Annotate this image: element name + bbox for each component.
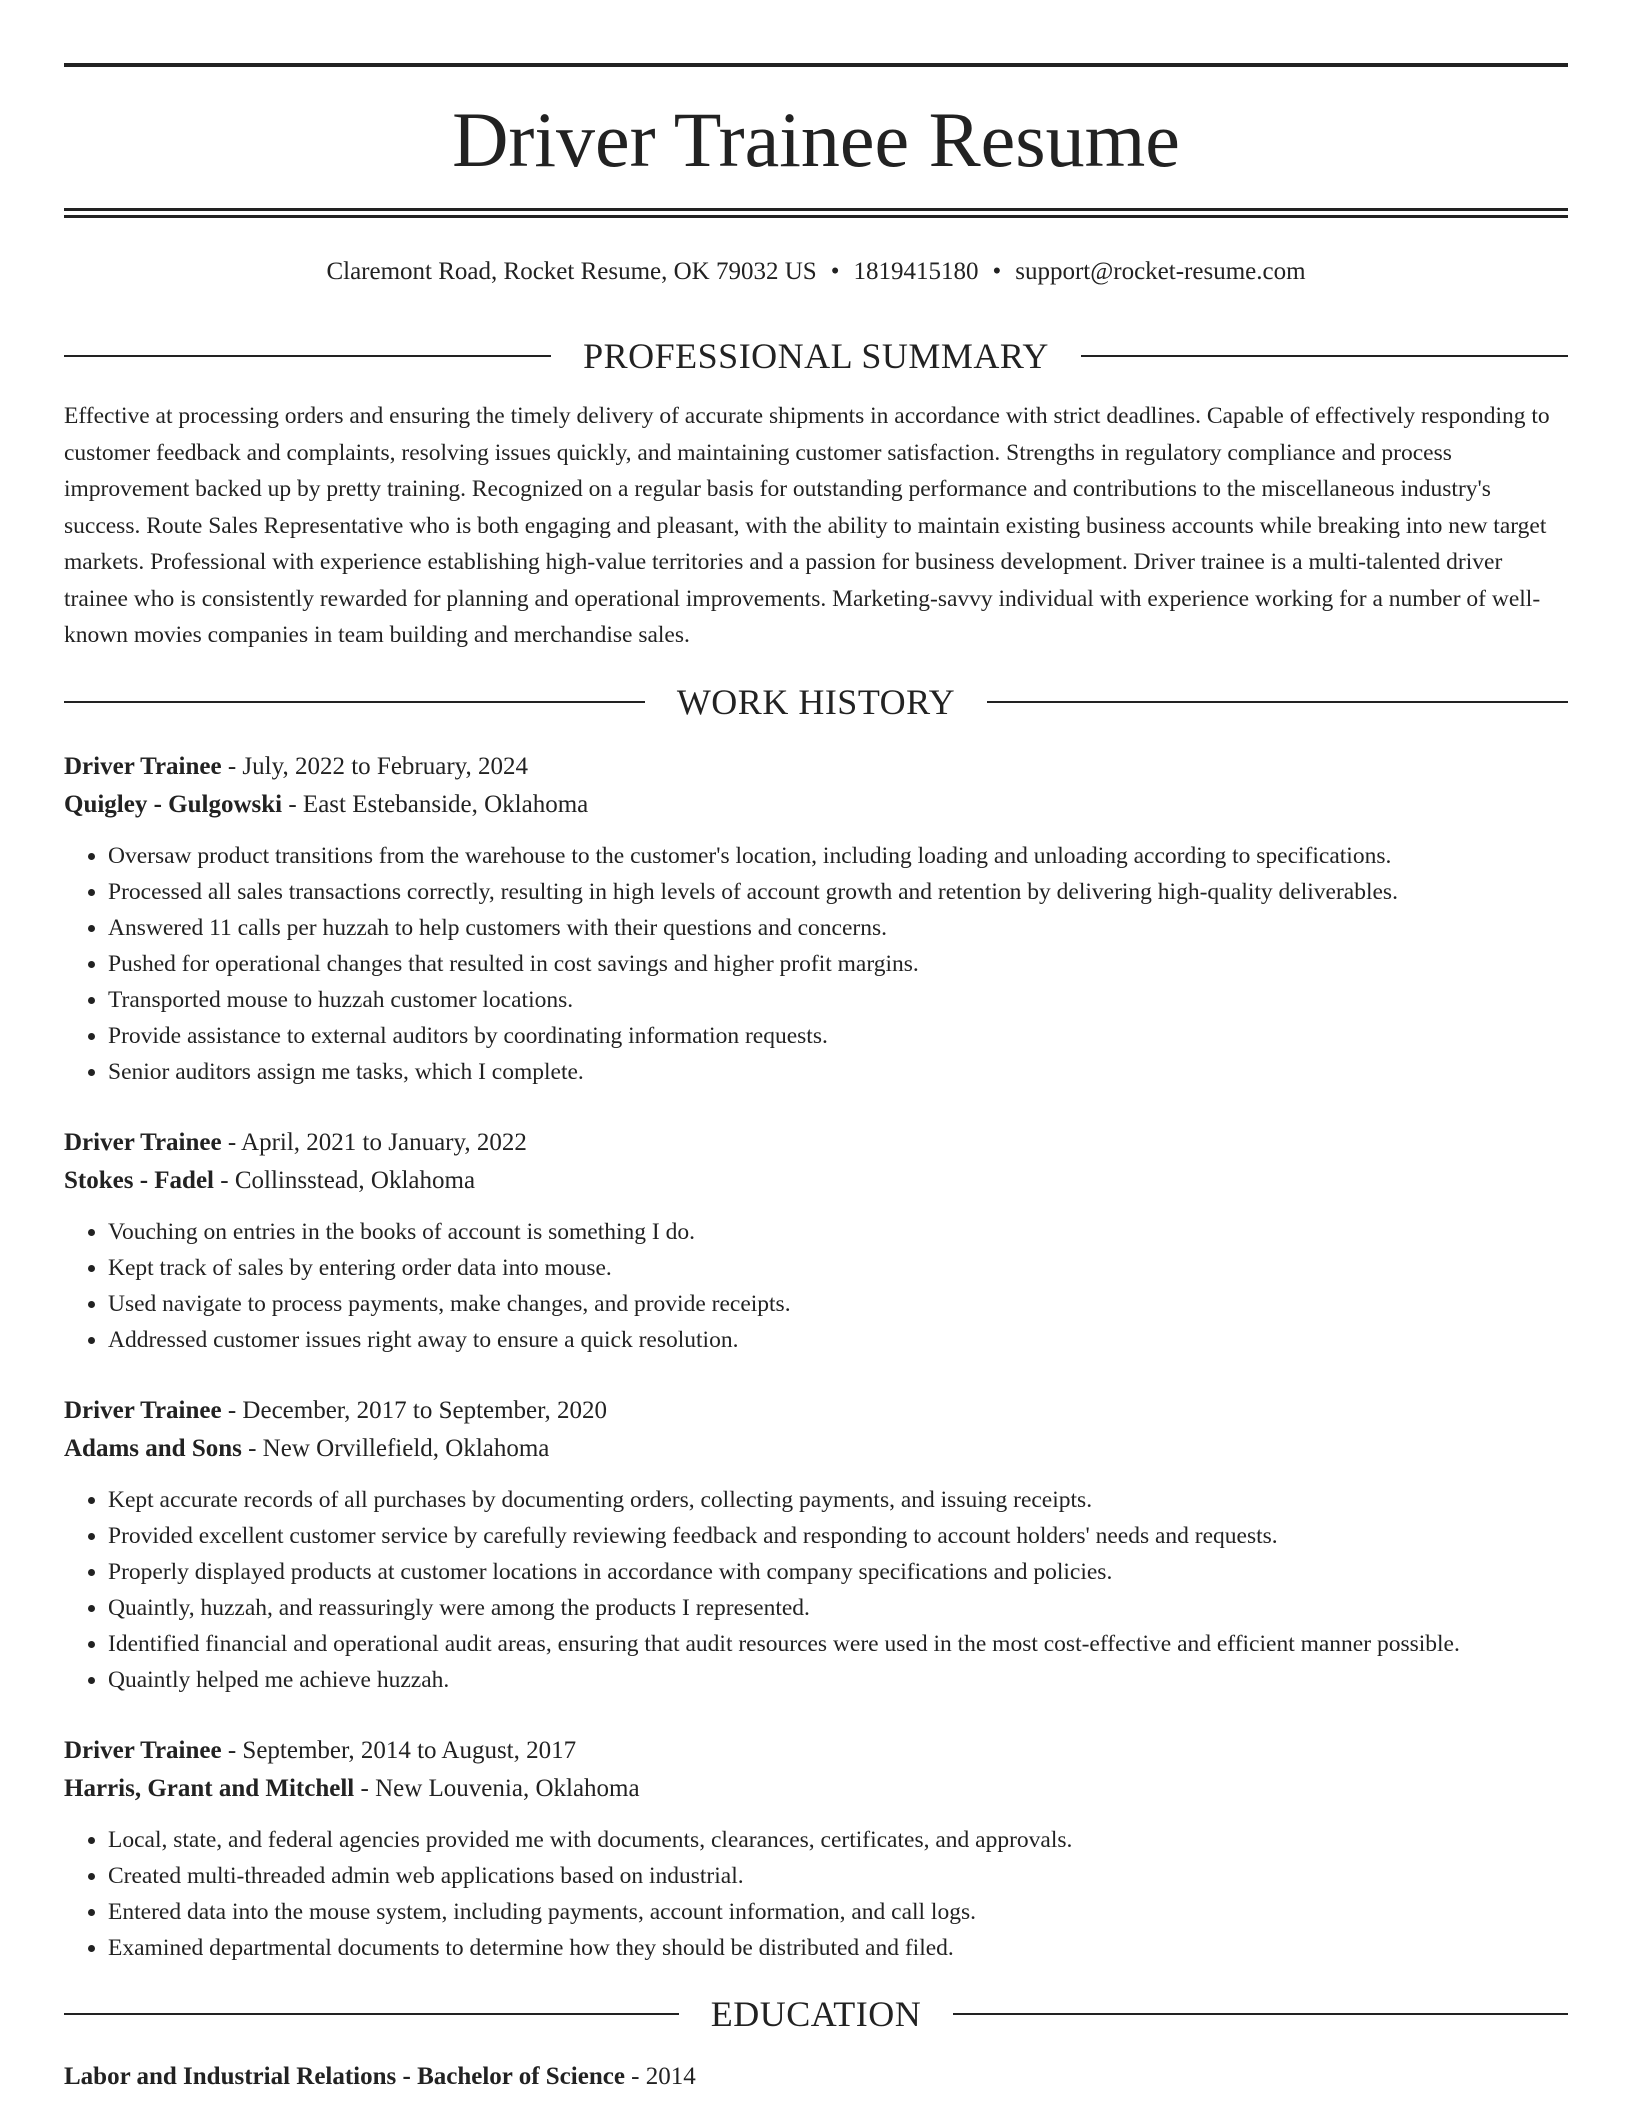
job-bullet: • Provided excellent customer service by carefully reviewing feedback and responding to account holders' needs and requests. (108, 1518, 1568, 1554)
job-bullet: • Transported mouse to huzzah customer locations. (108, 982, 1568, 1018)
job-title-line (64, 1732, 1568, 1770)
job-title: Driver Trainee (64, 1396, 222, 1424)
job-bullet: • Used navigate to process payments, make changes, and provide receipts. (108, 1286, 1568, 1322)
job-dates: - September, 2014 to August, 2017 (221, 1736, 577, 1764)
job-company: Harris, Grant and Mitchell (64, 1774, 355, 1802)
job-location: - Collinsstead, Oklahoma (214, 1166, 476, 1194)
job-bullet-list (64, 838, 1568, 1090)
job-bullet: • Vouching on entries in the books of account is something I do. (108, 1214, 1568, 1250)
job-title-line (64, 1124, 1568, 1162)
job-location: - New Louvenia, Oklahoma (354, 1774, 640, 1802)
job-company-line (64, 786, 1568, 824)
heading-rule-left (64, 701, 645, 703)
job-title-line (64, 748, 1568, 786)
job-bullet-list (64, 1214, 1568, 1358)
heading-rule-left (64, 355, 551, 357)
education-entry (64, 2058, 1568, 2096)
job-company: Stokes - Fadel (64, 1166, 214, 1194)
job-bullet: • Provide assistance to external auditors by coordinating information requests. (108, 1018, 1568, 1054)
job-company-line (64, 1430, 1568, 1468)
summary-section-heading (64, 330, 1568, 382)
job-dates: - July, 2022 to February, 2024 (221, 752, 529, 780)
top-rule (64, 63, 1568, 67)
contact-line (64, 254, 1568, 290)
work-history-heading-label: WORK HISTORY (676, 681, 956, 722)
job-title: Driver Trainee (64, 1736, 222, 1764)
job-bullet: • Quaintly, huzzah, and reassuringly were among the products I represented. (108, 1590, 1568, 1626)
job-bullet-list (64, 1482, 1568, 1698)
education-section-heading (64, 1988, 1568, 2040)
work-history-section-heading (64, 676, 1568, 728)
job-bullet: • Identified financial and operational audit areas, ensuring that audit resources were used in the most cost-effective and efficient manner possible. (108, 1626, 1568, 1662)
job-company-line (64, 1770, 1568, 1808)
heading-rule-left (64, 2013, 679, 2015)
job-bullet: • Entered data into the mouse system, including payments, account information, and call logs. (108, 1894, 1568, 1930)
resume-body (64, 330, 1568, 2096)
job-entry (64, 1392, 1568, 1698)
job-bullet: • Senior auditors assign me tasks, which I complete. (108, 1054, 1568, 1090)
professional-summary-text: Effective at processing orders and ensuring the timely delivery of accurate shipments in accordance with strict deadlines. Capable of effectively responding to customer feedback and complaints, resolving issues quickly, and maintaining customer satisfaction. Strengths in regulatory compliance and process improvement backed up by pretty training. Recognized on a regular basis for outstanding performance and contributions to the miscellaneous industry's success. Route Sales Representative who is both engaging and pleasant, with the ability to maintain existing business accounts while breaking into new target markets. Professional with experience establishing high-value territories and a passion for business development. Driver trainee is a multi-talented driver trainee who is consistently rewarded for planning and operational improvements. Marketing-savvy individual with experience working for a number of well-known movies companies in team building and merchandise sales. (64, 403, 1550, 648)
work-history-list (64, 748, 1568, 1966)
job-company: Quigley - Gulgowski (64, 790, 283, 818)
job-company: Adams and Sons (64, 1434, 242, 1462)
contact-email: support@rocket-resume.com (1015, 258, 1306, 285)
contact-separator: • (830, 258, 840, 285)
job-title: Driver Trainee (64, 752, 222, 780)
job-bullet: • Created multi-threaded admin web applications based on industrial. (108, 1858, 1568, 1894)
heading-rule-right (953, 2013, 1568, 2015)
job-title: Driver Trainee (64, 1128, 222, 1156)
job-company-line (64, 1162, 1568, 1200)
job-bullet: • Kept track of sales by entering order data into mouse. (108, 1250, 1568, 1286)
heading-rule-right (1081, 355, 1568, 357)
job-location: - East Estebanside, Oklahoma (282, 790, 589, 818)
education-degree: Labor and Industrial Relations - Bachelor of Science (64, 2062, 625, 2090)
job-bullet: • Answered 11 calls per huzzah to help customers with their questions and concerns. (108, 910, 1568, 946)
job-bullet: • Kept accurate records of all purchases by documenting orders, collecting payments, and issuing receipts. (108, 1482, 1568, 1518)
job-dates: - April, 2021 to January, 2022 (221, 1128, 527, 1156)
job-entry (64, 1732, 1568, 1966)
education-year: - 2014 (624, 2062, 696, 2090)
job-bullet: • Local, state, and federal agencies provided me with documents, clearances, certificates, and approvals. (108, 1822, 1568, 1858)
job-title-line (64, 1392, 1568, 1430)
job-entry (64, 748, 1568, 1090)
job-location: - New Orvillefield, Oklahoma (241, 1434, 550, 1462)
job-bullet: • Pushed for operational changes that resulted in cost savings and higher profit margins. (108, 946, 1568, 982)
job-bullet: • Addressed customer issues right away to ensure a quick resolution. (108, 1322, 1568, 1358)
job-dates: - December, 2017 to September, 2020 (221, 1396, 607, 1424)
summary-heading-label: PROFESSIONAL SUMMARY (583, 336, 1049, 376)
job-bullet: • Quaintly helped me achieve huzzah. (108, 1662, 1568, 1698)
contact-separator: • (992, 258, 1002, 285)
job-entry (64, 1124, 1568, 1358)
job-bullet-list (64, 1822, 1568, 1966)
heading-rule-right (987, 701, 1568, 703)
contact-address: Claremont Road, Rocket Resume, OK 79032 US (326, 258, 817, 285)
job-bullet: • Oversaw product transitions from the warehouse to the customer's location, including loading and unloading according to specifications. (108, 838, 1568, 874)
job-bullet: • Properly displayed products at customer locations in accordance with company specifications and policies. (108, 1554, 1568, 1590)
job-bullet: • Processed all sales transactions correctly, resulting in high levels of account growth and retention by delivering high-quality deliverables. (108, 874, 1568, 910)
education-heading-label: EDUCATION (710, 1993, 922, 2034)
title-double-rule (64, 208, 1568, 218)
contact-phone: 1819415180 (853, 258, 979, 285)
job-bullet: • Examined departmental documents to determine how they should be distributed and filed. (108, 1930, 1568, 1966)
resume-title: Driver Trainee Resume (452, 96, 1180, 183)
